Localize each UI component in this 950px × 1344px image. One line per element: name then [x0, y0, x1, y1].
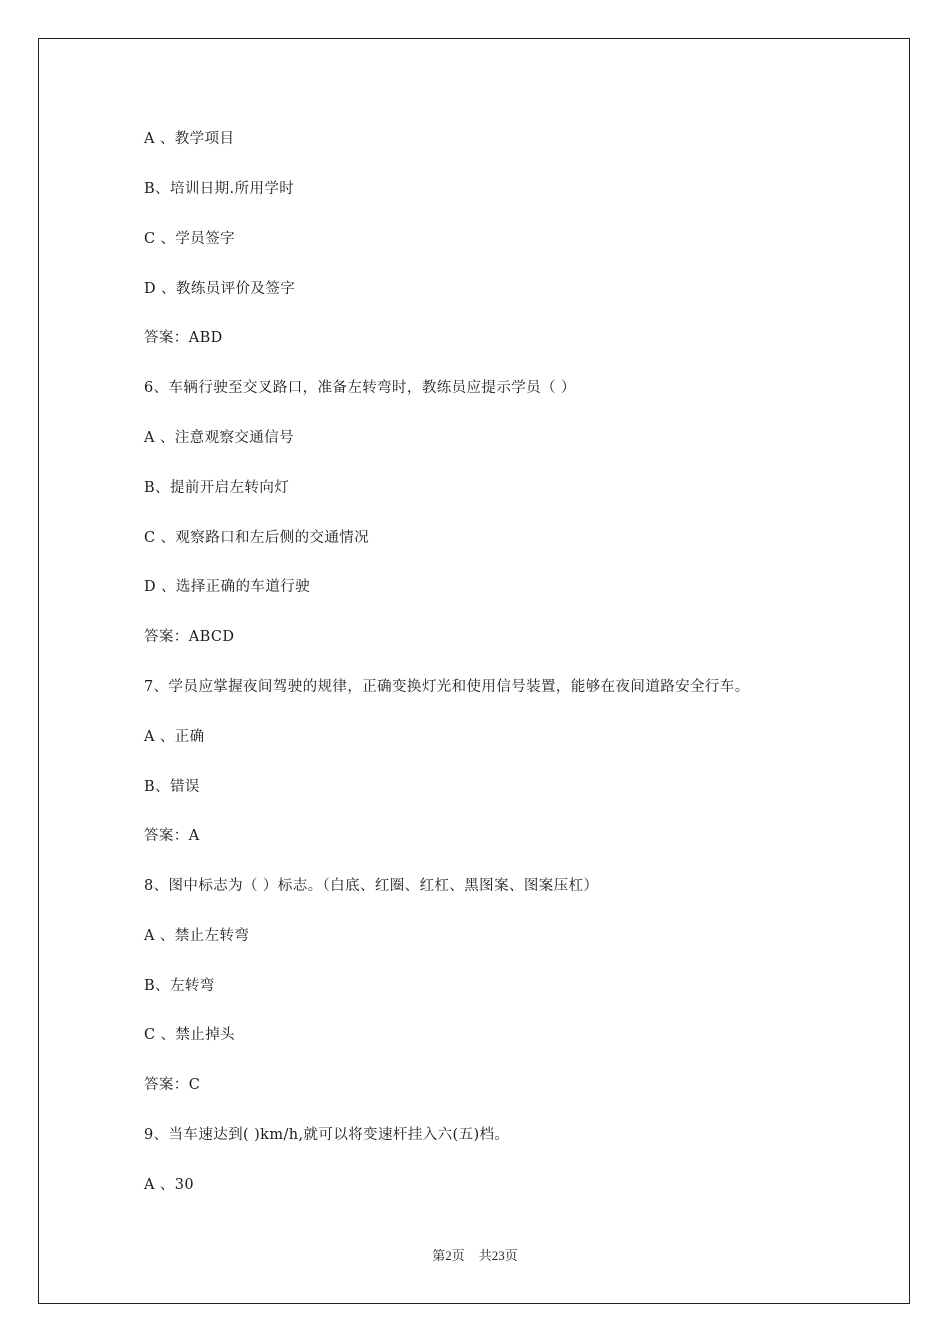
text-line: A 、禁止左转弯: [144, 928, 250, 944]
text-line: A 、教学项目: [144, 131, 235, 147]
answer-line: 答案：A: [144, 828, 200, 844]
text-line: B、错误: [144, 779, 200, 795]
question-line: 6、车辆行驶至交叉路口，准备左转弯时，教练员应提示学员（ ）: [144, 380, 576, 396]
page-total: 共23页: [478, 1248, 518, 1263]
text-line: C 、学员签字: [144, 231, 236, 247]
text-line: B、提前开启左转向灯: [144, 480, 290, 496]
question-line: 8、图中标志为（ ）标志。（白底、红圈、红杠、黑图案、图案压杠）: [144, 878, 599, 894]
text-line: D 、选择正确的车道行驶: [144, 579, 311, 595]
text-line: A 、正确: [144, 729, 205, 745]
text-line: C 、禁止掉头: [144, 1027, 236, 1043]
question-line: 9、当车速达到( )km/h,就可以将变速杆挂入六(五)档。: [144, 1127, 510, 1143]
text-line: D 、教练员评价及签字: [144, 281, 296, 297]
text-line: C 、观察路口和左后侧的交通情况: [144, 530, 370, 546]
text-line: B、左转弯: [144, 978, 215, 994]
text-line: A 、30: [144, 1177, 195, 1193]
page-number: 第2页: [432, 1248, 465, 1263]
text-line: B、培训日期.所用学时: [144, 181, 295, 197]
answer-line: 答案：C: [144, 1077, 201, 1093]
page-frame: [38, 38, 910, 1304]
answer-line: 答案：ABCD: [144, 629, 235, 645]
answer-line: 答案：ABD: [144, 330, 223, 346]
question-line: 7、学员应掌握夜间驾驶的规律，正确变换灯光和使用信号装置，能够在夜间道路安全行车。: [144, 679, 750, 695]
page-footer: [0, 1247, 950, 1265]
text-line: A 、注意观察交通信号: [144, 430, 294, 446]
